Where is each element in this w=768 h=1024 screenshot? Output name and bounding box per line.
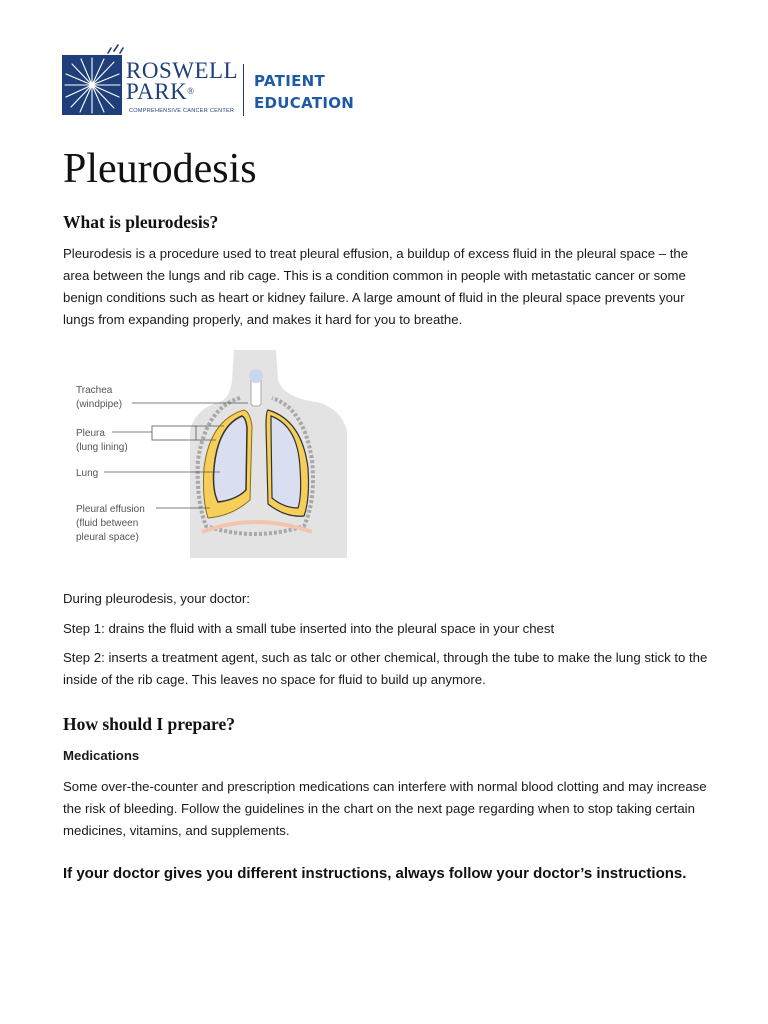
step-1-text: Step 1: drains the fluid with a small tube inserted into the pleural space in your chest — [63, 621, 555, 636]
what-is-paragraph: Pleurodesis is a procedure used to treat pleural effusion, a buildup of excess fluid in the pleural space – the area between the lungs and rib cage. This is a condition common in people with metastatic cancer or some benign conditions such as heart or kidney failure. A large amount of fluid in the pleural space prevents your lungs from expanding properly, and makes it hard for you to breathe. — [63, 246, 689, 327]
pleura-bracket — [152, 426, 196, 440]
pleural-effusion-diagram — [72, 350, 350, 558]
page-title: Pleurodesis — [63, 146, 257, 192]
label-pleural-effusion: Pleural effusion — [76, 504, 145, 515]
heading-what-is-pleurodesis: What is pleurodesis? — [63, 212, 219, 232]
header-logo — [62, 44, 362, 118]
during-intro: During pleurodesis, your doctor: — [63, 591, 250, 606]
larynx-shape — [249, 369, 263, 383]
label-pleural-space: pleural space) — [76, 532, 139, 543]
logo-subtitle: COMPREHENSIVE CANCER CENTER — [129, 108, 235, 114]
patient-label: PATIENT — [254, 72, 326, 90]
medications-subheading: Medications — [63, 748, 140, 763]
patient-education-label — [254, 70, 354, 114]
logo-registered-mark: ® — [187, 86, 195, 96]
label-pleura: Pleura — [76, 428, 105, 439]
medications-paragraph: Some over-the-counter and prescription medications can interfere with normal blood clotting and may increase the risk of bleeding. Follow the guidelines in the chart on the next page regarding when to stop taking certain medicines, vitamins, and supplements. — [63, 779, 707, 838]
logo-divider — [243, 64, 244, 116]
roswell-park-burst-icon — [62, 44, 124, 116]
label-windpipe: (windpipe) — [76, 399, 123, 410]
doctor-instructions-callout: If your doctor gives you different instructions, always follow your doctor’s instructions. — [63, 865, 687, 882]
label-lung-lining: (lung lining) — [76, 442, 128, 453]
label-fluid-between: (fluid between — [76, 518, 139, 529]
education-label: EDUCATION — [254, 94, 355, 112]
logo-name-line2: PARK — [126, 79, 188, 104]
label-lung: Lung — [76, 468, 99, 479]
logo-name-line1: ROSWELL — [126, 58, 239, 83]
step-2-text: Step 2: inserts a treatment agent, such as talc or other chemical, through the tube to make the lung stick to the inside of the rib cage. This leaves no space for fluid to build up anymore. — [63, 650, 708, 687]
heading-how-to-prepare: How should I prepare? — [63, 714, 235, 734]
logo-wordmark — [126, 60, 238, 102]
label-trachea: Trachea — [76, 385, 113, 396]
